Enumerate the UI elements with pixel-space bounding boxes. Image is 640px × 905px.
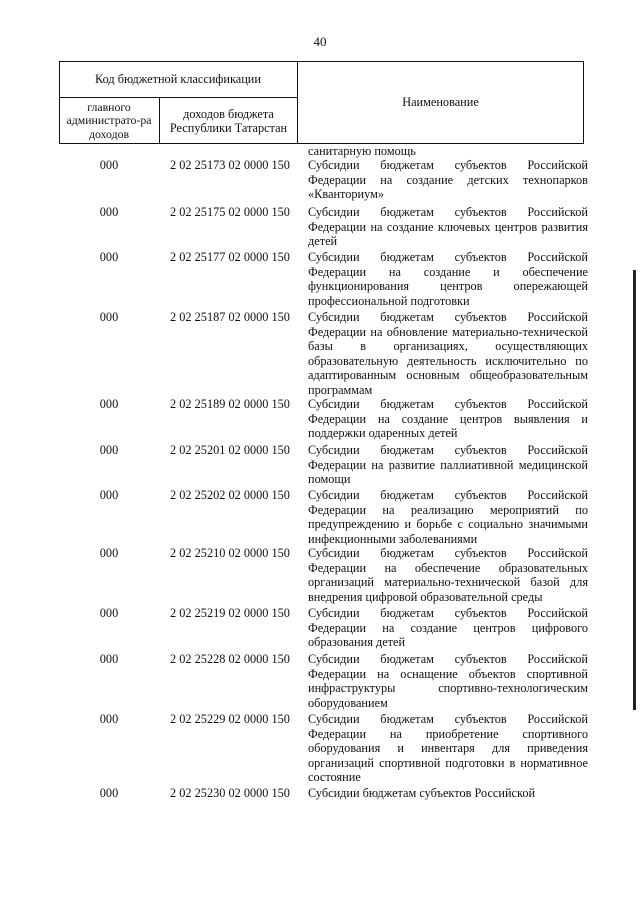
revenue-code: 2 02 25201 02 0000 150	[170, 443, 290, 457]
scan-edge-line	[633, 270, 636, 710]
admin-code: 000	[99, 712, 119, 726]
table-header	[59, 61, 584, 144]
admin-code: 000	[99, 310, 119, 324]
revenue-code: 2 02 25202 02 0000 150	[170, 488, 290, 502]
continuation-text: санитарную помощь	[308, 144, 416, 158]
admin-code: 000	[99, 397, 119, 411]
revenue-name: Субсидии бюджетам субъектов Российской Федерации на обеспечение образовательных организаций материально-технической базой для внедрения цифровой образовательной среды	[308, 546, 588, 604]
revenue-code: 2 02 25210 02 0000 150	[170, 546, 290, 560]
admin-column-header: главного администрато-ра доходов	[66, 99, 152, 141]
admin-code: 000	[99, 606, 119, 620]
admin-code: 000	[99, 158, 119, 172]
name-column-header: Наименование	[402, 95, 479, 110]
admin-code: 000	[99, 250, 119, 264]
admin-code: 000	[99, 205, 119, 219]
revenue-name: Субсидии бюджетам субъектов Российской Федерации на создание ключевых центров развития детей	[308, 205, 588, 249]
revenue-name: Субсидии бюджетам субъектов Российской Федерации на создание центров выявления и поддержки одаренных детей	[308, 397, 588, 441]
revenue-name: Субсидии бюджетам субъектов Российской Федерации на приобретение спортивного оборудования и инвентаря для приведения организаций спортивной подготовки в нормативное состояние	[308, 712, 588, 785]
revenue-name: Субсидии бюджетам субъектов Российской Федерации на реализацию мероприятий по предупреждению и борьбе с социально значимыми инфекционными заболеваниями	[308, 488, 588, 546]
revenue-code: 2 02 25177 02 0000 150	[170, 250, 290, 264]
revenue-code: 2 02 25219 02 0000 150	[170, 606, 290, 620]
page-number: 40	[313, 34, 327, 49]
revenue-name: Субсидии бюджетам субъектов Российской Федерации на развитие паллиативной медицинской помощи	[308, 443, 588, 487]
revenue-name: Субсидии бюджетам субъектов Российской	[308, 786, 536, 800]
revenue-code: 2 02 25173 02 0000 150	[170, 158, 290, 172]
admin-code: 000	[99, 786, 119, 800]
revenue-code: 2 02 25229 02 0000 150	[170, 712, 290, 726]
admin-code: 000	[99, 652, 119, 666]
revenue-name: Субсидии бюджетам субъектов Российской Федерации на создание и обеспечение функционирования центров опережающей профессиональной подготовки	[308, 250, 588, 308]
admin-code: 000	[99, 488, 119, 502]
revenue-column-header: доходов бюджета Республики Татарстан	[169, 107, 288, 135]
revenue-code: 2 02 25189 02 0000 150	[170, 397, 290, 411]
revenue-name: Субсидии бюджетам субъектов Российской Федерации на обновление материально-технической базы в организациях, осуществляющих образовательную деятельность исключительно по адаптированным основным общеобразовательным программам	[308, 310, 588, 397]
revenue-code: 2 02 25228 02 0000 150	[170, 652, 290, 666]
admin-code: 000	[99, 443, 119, 457]
revenue-name: Субсидии бюджетам субъектов Российской Федерации на создание центров цифрового образования детей	[308, 606, 588, 650]
admin-code: 000	[99, 546, 119, 560]
revenue-name: Субсидии бюджетам субъектов Российской Федерации на оснащение объектов спортивной инфраструктуры спортивно-технологическим оборудованием	[308, 652, 588, 710]
revenue-code: 2 02 25230 02 0000 150	[170, 786, 290, 800]
code-group-header: Код бюджетной классификации	[95, 71, 261, 86]
revenue-code: 2 02 25187 02 0000 150	[170, 310, 290, 324]
revenue-code: 2 02 25175 02 0000 150	[170, 205, 290, 219]
revenue-name: Субсидии бюджетам субъектов Российской Федерации на создание детских технопарков «Кванториум»	[308, 158, 588, 202]
